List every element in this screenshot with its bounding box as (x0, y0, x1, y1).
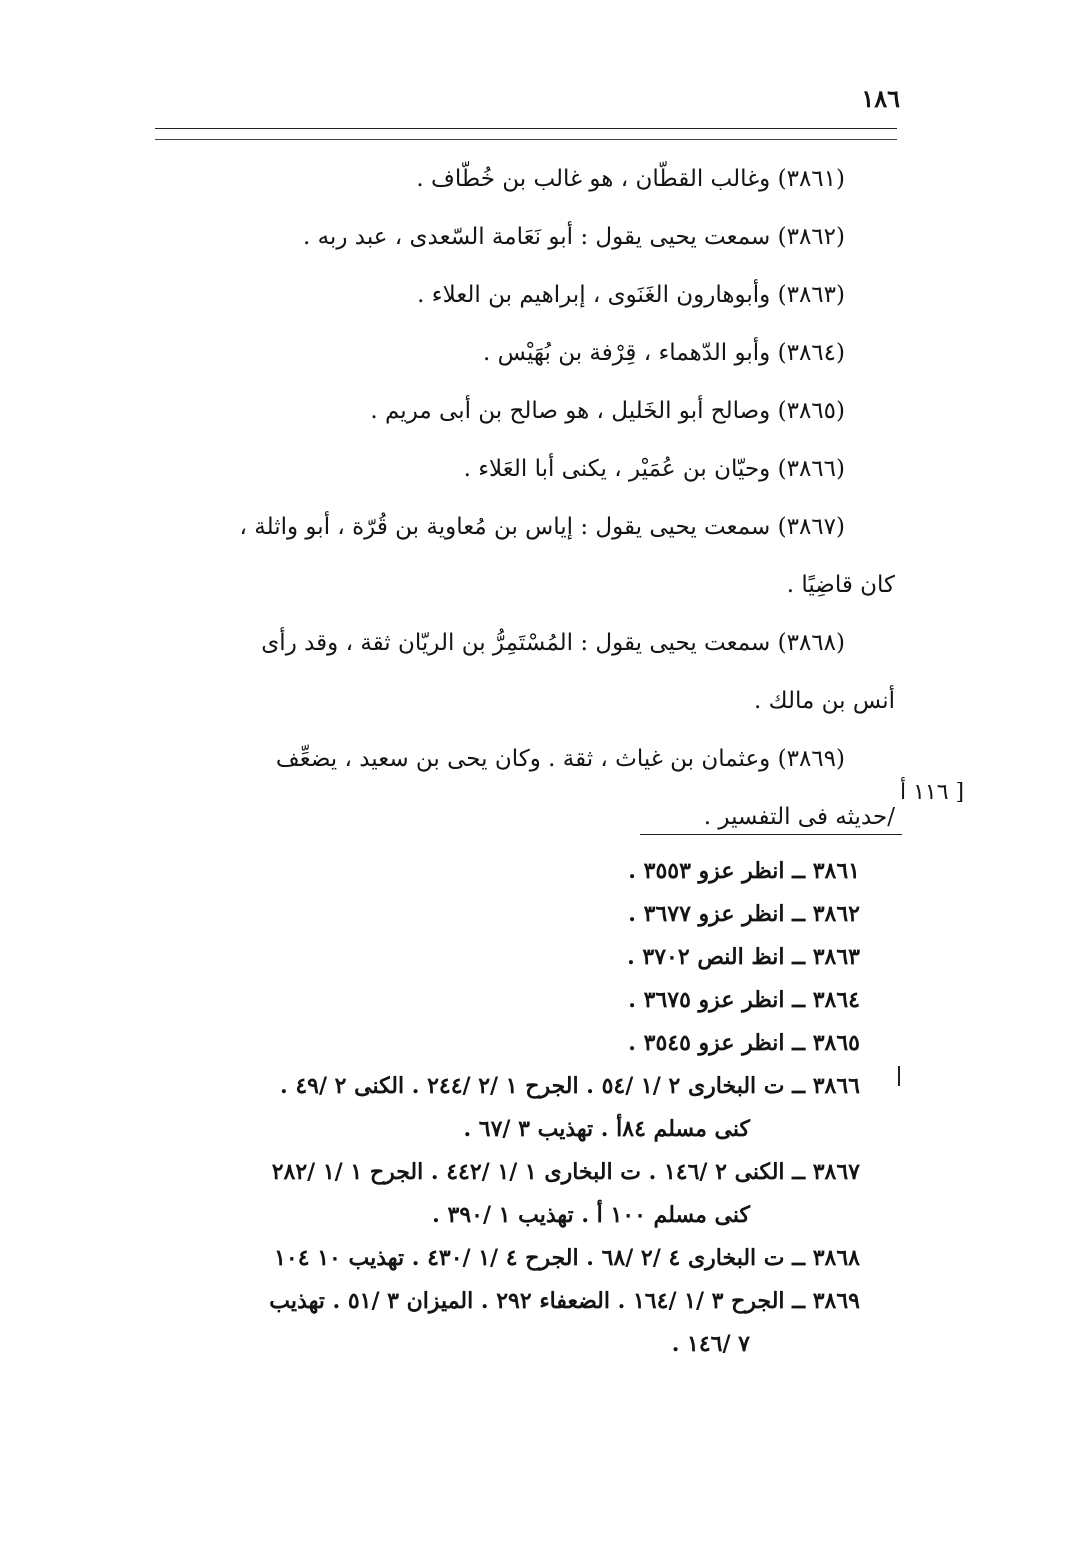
entry-text: وغالب القطّان ، هو غالب بن خُطّاف . (416, 166, 771, 192)
entry-number: (٣٨٦٤) (777, 340, 845, 366)
header-rule (155, 128, 897, 129)
footnote-text: ٣٨٦١ ــ انظر عزو ٣٥٥٣ . (628, 858, 860, 884)
footnote-3861 (170, 850, 860, 893)
entry-3869 (165, 730, 895, 846)
entry-text: وحيّان بن عُمَيْر ، يكنى أبا العَلاء . (463, 456, 771, 482)
footnote-3867 (170, 1151, 860, 1237)
entry-text: وصالح أبو الخَليل ، هو صالح بن أبى مريم . (370, 398, 771, 424)
entry-text: وأبوهارون الغَنَوى ، إبراهيم بن العلاء . (417, 282, 771, 308)
main-text (165, 150, 895, 846)
entry-continuation: /حديثه فى التفسير . (703, 804, 895, 830)
footnote-continuation: كنى مسلم ٨٤أ . تهذيب ٣ /٦٧ . (463, 1116, 750, 1142)
header-rule-secondary (155, 139, 897, 140)
entry-first-line (261, 630, 895, 656)
footnote-continuation: كنى مسلم ١٠٠ أ . تهذيب ١ /٣٩٠ . (432, 1202, 750, 1228)
footnote-continuation: ٧ /١٤٦ . (671, 1331, 750, 1357)
footnote-text: ٣٨٦٣ ــ انظ النص ٣٧٠٢ . (627, 944, 860, 970)
entry-number: (٣٨٦٦) (777, 456, 845, 482)
footnote-text: ٣٨٦٢ ــ انظر عزو ٣٦٧٧ . (628, 901, 860, 927)
footnote-text: ٣٨٦٤ ــ انظر عزو ٣٦٧٥ . (628, 987, 860, 1013)
footnotes (170, 850, 860, 1366)
entry-number: (٣٨٦٥) (777, 398, 845, 424)
entry-3863 (165, 266, 895, 324)
folio-margin-note: [ ١١٦ أ (900, 780, 965, 805)
entry-text: سمعت يحيى يقول : إياس بن مُعاوية بن قُرّة ، أبو واثلة ، (239, 514, 771, 540)
entry-continuation: كان قاضِيًا . (786, 572, 895, 598)
entry-text: سمعت يحيى يقول : أبو نَعَامة السّعدى ، عبد ربه . (302, 224, 771, 250)
footnote-text: ٣٨٦٥ ــ انظر عزو ٣٥٤٥ . (628, 1030, 860, 1056)
footnote-3865 (170, 1022, 860, 1065)
footnote-text: ٣٨٦٩ ــ الجرح ٣ /١ /١٦٤ . الضعفاء ٢٩٢ . الميزان ٣ /٥١ . تهذيب (269, 1288, 860, 1314)
footnote-rule (640, 834, 902, 835)
footnote-3864 (170, 979, 860, 1022)
entry-3861 (165, 150, 895, 208)
entry-text: وعثمان بن غياث ، ثقة . وكان يحى بن سعيد ، يضعِّف (275, 746, 771, 772)
footnote-text: ٣٨٦٦ ــ ت البخارى ٢ /١ /٥٤ . الجرح ١ /٢ /٢٤٤ . الكنى ٢ /٤٩ . (279, 1073, 860, 1099)
entry-number: (٣٨٦١) (777, 166, 845, 192)
entry-number: (٣٨٦٧) (777, 514, 845, 540)
entry-3867 (165, 498, 895, 614)
entry-3865 (165, 382, 895, 440)
footnote-3869 (170, 1280, 860, 1366)
entry-3864 (165, 324, 895, 382)
entry-number: (٣٨٦٣) (777, 282, 845, 308)
footnote-text: ٣٨٦٨ ــ ت البخارى ٤ /٢ /٦٨ . الجرح ٤ /١ /٤٣٠ . تهذيب ١٠ ١٠٤ (274, 1245, 860, 1271)
entry-number: (٣٨٦٩) (777, 746, 845, 772)
page-number: ١٨٦ (861, 84, 900, 113)
entry-continuation: أنس بن مالك . (754, 688, 895, 714)
entry-text: وأبو الدّهماء ، قِرْفة بن بُهَيْس . (483, 340, 771, 366)
footnote-3862 (170, 893, 860, 936)
entry-3862 (165, 208, 895, 266)
footnote-3868 (170, 1237, 860, 1280)
entry-3868 (165, 614, 895, 730)
entry-first-line (240, 514, 895, 540)
footnote-3863 (170, 936, 860, 979)
entry-number: (٣٨٦٢) (777, 224, 845, 250)
entry-3866 (165, 440, 895, 498)
entry-first-line (276, 746, 895, 772)
footnote-text: ٣٨٦٧ ــ الكنى ٢ /١٤٦ . ت البخارى ١ /١ /٤٤٢ . الجرح ١ /١ /٢٨٢ (271, 1159, 860, 1185)
entry-text: سمعت يحيى يقول : المُسْتَمِرُّ بن الريّان ثقة ، وقد رأى (261, 630, 771, 656)
margin-bracket-mark (898, 1066, 900, 1086)
entry-number: (٣٨٦٨) (777, 630, 845, 656)
footnote-3866 (170, 1065, 860, 1151)
